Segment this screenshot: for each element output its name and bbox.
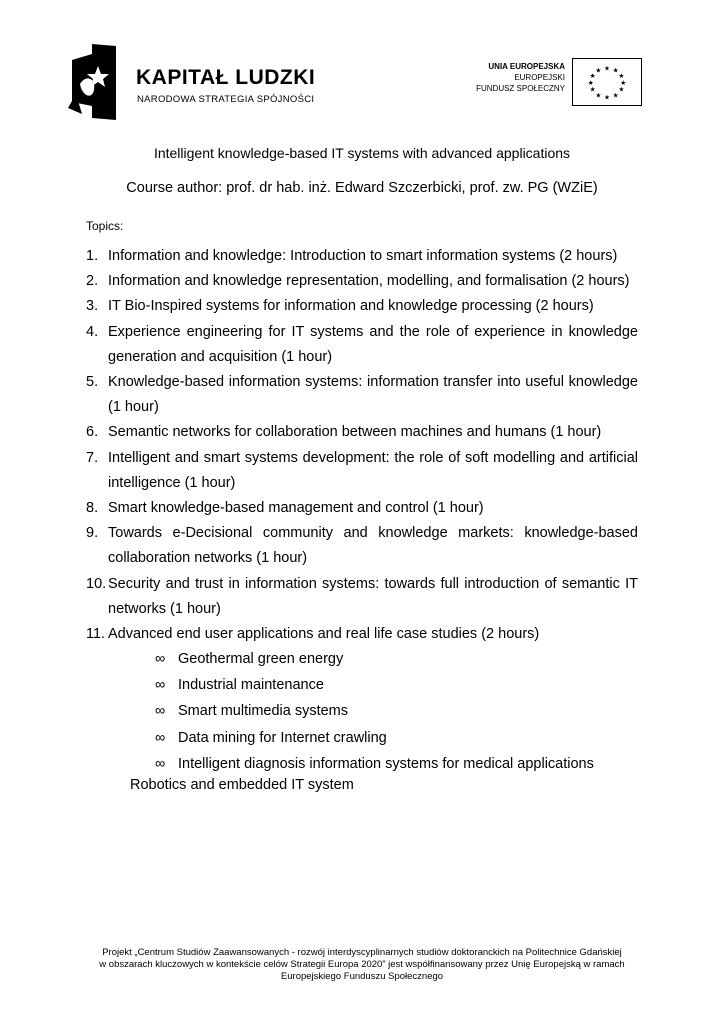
topic-item	[86, 294, 638, 319]
topic-text: Towards e-Decisional community and knowledge markets: knowledge-based collaboration networks (1 hour)	[108, 525, 638, 567]
topic-text: Information and knowledge: Introduction to smart information systems (2 hours)	[108, 248, 618, 264]
subtopic-text: Geothermal green energy	[178, 651, 344, 667]
subtopic-text: Intelligent diagnosis information systems for medical applications	[178, 755, 594, 772]
course-author: Course author: prof. dr hab. inż. Edward Szczerbicki, prof. zw. PG (WZiE)	[126, 180, 598, 196]
extra-topic-line: Robotics and embedded IT system	[130, 777, 354, 793]
kapital-ludzki-title: KAPITAŁ LUDZKI	[136, 66, 316, 89]
topic-item	[86, 370, 638, 420]
topics-list	[86, 244, 638, 647]
document-title: Intelligent knowledge-based IT systems with advanced applications	[153, 145, 571, 161]
subtopic-item	[155, 672, 594, 698]
topic-item	[86, 572, 638, 622]
kapital-ludzki-emblem-icon	[66, 44, 126, 120]
svg-text:★: ★	[589, 72, 596, 81]
eu-flag-icon	[572, 58, 642, 106]
topic-number: 8.	[86, 500, 99, 517]
topic-item	[86, 269, 638, 294]
eu-logo	[455, 58, 645, 106]
topic-number: 4.	[86, 323, 99, 340]
topic-number: 5.	[86, 374, 99, 391]
infinity-bullet-icon: ∞	[155, 651, 166, 667]
svg-text:★: ★	[618, 85, 625, 94]
svg-text:★: ★	[604, 93, 610, 102]
topic-number: 7.	[86, 449, 99, 466]
svg-text:★: ★	[604, 64, 610, 73]
topic-item	[86, 420, 638, 445]
topic-text: Smart knowledge-based management and control (1 hour)	[108, 500, 484, 517]
topics-label: Topics:	[86, 219, 124, 233]
topic-number: 11.	[86, 626, 106, 643]
footer-line-3: Europejskiego Funduszu Społecznego	[280, 971, 444, 982]
topic-item	[86, 244, 638, 269]
topic-number: 6.	[86, 424, 99, 441]
svg-text:★: ★	[620, 78, 627, 87]
topic-text: Advanced end user applications and real life case studies (2 hours)	[108, 626, 540, 643]
svg-text:★: ★	[618, 72, 625, 81]
svg-text:★: ★	[595, 66, 602, 75]
subtopic-item	[155, 698, 594, 724]
topic-item	[86, 446, 638, 496]
topic-text: Knowledge-based information systems: information transfer into useful knowledge (1 hour)	[108, 374, 638, 416]
subtopic-item	[155, 646, 594, 672]
topic-number: 2.	[86, 273, 99, 290]
eu-text-block	[476, 61, 565, 94]
svg-text:★: ★	[595, 91, 602, 100]
topic-text: Intelligent and smart systems development: the role of soft modelling and artificial intelligence (1 hour)	[108, 449, 638, 491]
topic-item	[86, 320, 638, 370]
infinity-bullet-icon: ∞	[155, 703, 166, 720]
svg-text:★: ★	[612, 66, 619, 75]
svg-text:★: ★	[589, 85, 596, 94]
subtopic-text: Data mining for Internet crawling	[178, 729, 387, 746]
eu-line-1: UNIA EUROPEJSKA	[488, 62, 565, 71]
subtopics-list	[155, 646, 594, 777]
topic-item	[86, 622, 638, 647]
eu-line-2: EUROPEJSKI	[514, 73, 565, 82]
topic-item	[86, 496, 638, 521]
topic-text: Security and trust in information systems: towards full introduction of semantic IT networks (1 hour)	[108, 575, 638, 617]
subtopic-item	[155, 751, 594, 777]
kapital-ludzki-subtitle: NARODOWA STRATEGIA SPÓJNOŚCI	[137, 94, 315, 105]
topic-number: 10.	[86, 575, 107, 592]
footer-line-2: w obszarach kluczowych w kontekście celów Strategii Europa 2020” jest współfinansowany przez Unię Europejską w ramach	[99, 959, 625, 970]
topic-text: Information and knowledge representation, modelling, and formalisation (2 hours)	[108, 273, 630, 290]
topic-number: 1.	[86, 248, 99, 264]
topic-text: Semantic networks for collaboration between machines and humans (1 hour)	[108, 424, 602, 441]
topic-number: 9.	[86, 525, 99, 542]
subtopic-item	[155, 725, 594, 751]
infinity-bullet-icon: ∞	[155, 677, 166, 694]
svg-text:★: ★	[587, 78, 594, 87]
topic-text: IT Bio-Inspired systems for information and knowledge processing (2 hours)	[108, 298, 594, 315]
eu-line-3: FUNDUSZ SPOŁECZNY	[476, 84, 565, 93]
subtopic-text: Smart multimedia systems	[178, 703, 349, 720]
topic-item	[86, 521, 638, 571]
infinity-bullet-icon: ∞	[155, 755, 166, 772]
kapital-ludzki-logo	[66, 44, 326, 124]
svg-text:★: ★	[612, 91, 619, 100]
footer-note	[0, 947, 724, 983]
topic-text: Experience engineering for IT systems and the role of experience in knowledge generation and acquisition (1 hour)	[108, 323, 638, 365]
topic-number: 3.	[86, 298, 99, 315]
subtopic-text: Industrial maintenance	[178, 677, 324, 694]
infinity-bullet-icon: ∞	[155, 729, 166, 746]
footer-line-1: Projekt „Centrum Studiów Zaawansowanych - rozwój interdyscyplinarnych studiów doktoranckich na Politechnice Gdańskiej	[102, 947, 622, 958]
